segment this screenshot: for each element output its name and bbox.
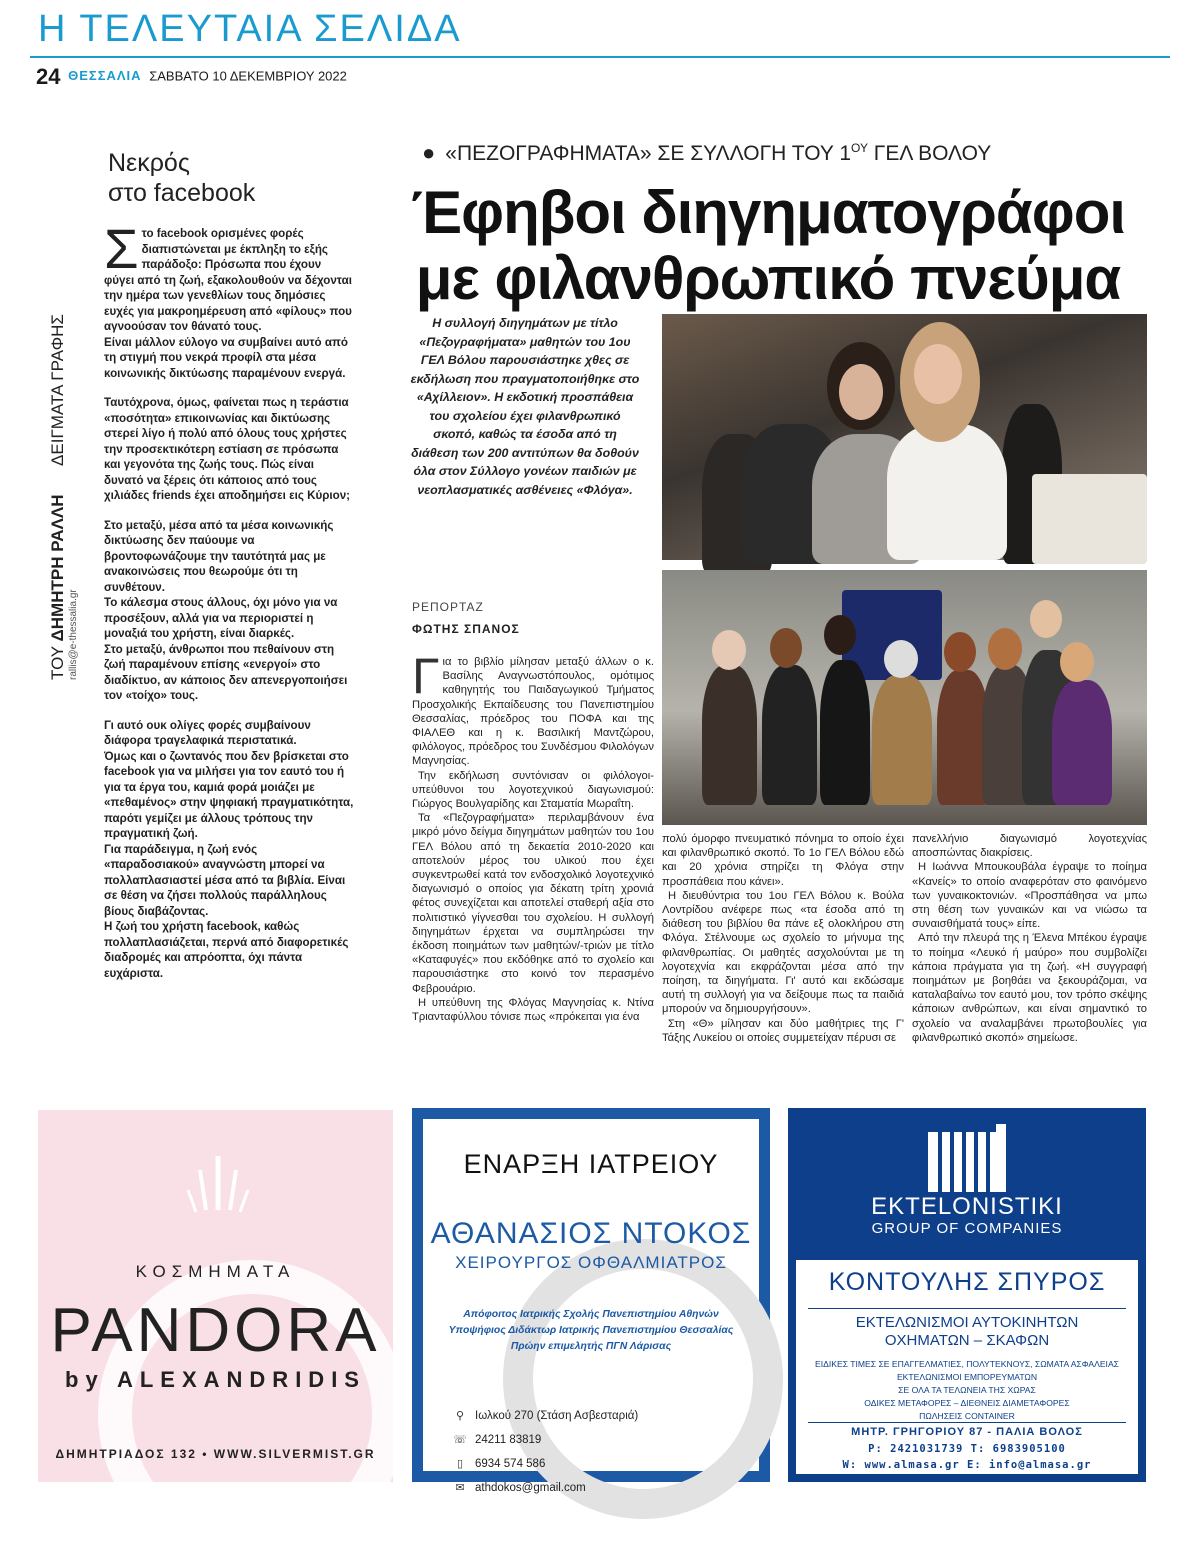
story-paragraph-text: ια το βιβλίο μίλησαν μεταξύ άλλων ο κ. Βασίλης Αναγνωστόπουλος, ομότιμος καθηγητής του Παιδαγωγικού Τμήματος Προσχολικής Εκπαίδευσης του Πανεπιστημίου Θεσσαλίας, πρόεδρος του ΠΟΦΑ και της ΦΙΑΛΕΘ και η κ. Βασιλική Μαντζώρου, φιλόλογος, πρόεδρος του Συνδέσμου Φιλολόγων Μαγνησίας. [412,656,654,768]
story-paragraph: πολύ όμορφο πνευματικό πόνημα το οποίο έχει και φιλανθρωπικό σκοπό. Το 1ο ΓΕΛ Βόλου εδώ και 20 χρόνια στηρίζει τη Φλόγα στην προσπάθεια που κάνει». [662,833,904,888]
doctor-mobile[interactable]: 6934 574 586 [475,1458,546,1470]
column-title-line2: στο facebook [108,179,256,207]
story-paragraph: Τα «Πεζογραφήματα» περιλαμβάνουν ένα μικρό μόνο δείγμα διηγημάτων μαθητών του 1ου ΓΕΛ Βόλου από τη δεκαετία 2010-2020 και αποτελούν μέρος του υλικού που έχει συγκεντρωθεί κατά τον ενδοσχολικό λογοτεχνικό διαγωνισμό ο οποίος για δέκατη τρίτη χρονιά φέτος συνεχίζεται και αποτελεί σταθερή αξία στο πολιτιστικό γίγνεσθαι του σχολείου. Η συλλογή διηγημάτων έρχεται να συμπληρώσει την έκδοση ποιημάτων των μαθητών/-τριών με τίτλο «Καταφυγές» που εκδόθηκε από το σχολείο και παρουσιάστηκε στο κοινό τον περασμένο Φεβρουάριο. [412,812,654,995]
divider [808,1308,1126,1309]
list-item: ΣΕ ΟΛΑ ΤΑ ΤΕΛΩΝΕΙΑ ΤΗΣ ΧΩΡΑΣ [898,1385,1036,1395]
story-kicker [422,140,991,166]
list-item: ΠΩΛΗΣΕΙΣ CONTAINER [919,1411,1015,1421]
story-drop-cap: Γ [412,648,440,704]
story-paragraph: Από την πλευρά της η Έλενα Μπέκου έγραψε το ποίημα «Λευκό ή μαύρο» που συμβολίζει κάποια πράγματα για τη ζωή. «Η συγγραφή ποιημάτων με βοηθάει να ξεκουράζομαι, να καταλαβαίνω τον εαυτό μου, τον τρόπο σκέψης κάποιων ανθρώπων, και είναι σημαντικό το σχολείο να αναλαμβάνει πρωτοβουλίες για φιλανθρωπικό σκοπό» σημείωσε. [912,932,1147,1044]
ad-brand: PANDORA [50,1296,381,1365]
kicker-end: ΓΕΛ ΒΟΛΟΥ [867,142,992,165]
section-title: Η ΤΕΛΕΥΤΑΙΑ ΣΕΛΙΔΑ [38,8,462,50]
reporter-name: ΦΩΤΗΣ ΣΠΑΝΟΣ [412,622,520,636]
list-item: ΟΔΙΚΕΣ ΜΕΤΑΦΟΡΕΣ – ΔΙΕΘΝΕΙΣ ΔΙΑΜΕΤΑΦΟΡΕΣ [864,1398,1070,1408]
customs-group: GROUP OF COMPANIES [871,1220,1063,1237]
column-title [108,148,255,208]
headline-line2: με φιλανθρωπικό πνεύμα [415,245,1121,312]
ad-footer: ΔΗΜΗΤΡΙΑΔΟΣ 132 • WWW.SILVERMIST.GR [55,1447,376,1461]
column-body [104,217,354,995]
customs-name: ΚΟΝΤΟΥΛΗΣ ΣΠΥΡΟΣ [828,1268,1106,1296]
credential-1: Απόφοιτος Ιατρικής Σχολής Πανεπιστημίου Αθηνών [463,1309,719,1320]
headline-line1: Έφηβοι διηγηματογράφοι [410,179,1126,246]
story-paragraph: πανελλήνιο διαγωνισμό λογοτεχνίας αποσπώντας διακρίσεις. [912,833,1147,860]
story-paragraph: Η διευθύντρια του 1ου ΓΕΛ Βόλου κ. Βούλα Λοντρίδου ανέφερε πως «τα έσοδα από τη διάθεση του βιβλίου θα πάνε εξ ολοκλήρου στη Φλόγα. Στέλνουμε ως σχολείο το μήνυμα της φιλανθρωπίας. Οι μαθητές ασχολούνται με τη λογοτεχνία και εκφράζονται μέσα από την ποίηση, τα διηγήματα. Γι' αυτό και εκδώσαμε αυτή τη συλλογή για να δείξουμε πως τα παιδιά μπορούν να δημιουργήσουν». [662,889,904,1016]
story-paragraph: Στη «Θ» μίλησαν και δύο μαθήτριες της Γ' Τάξης Λυκείου οι οποίες συμμετείχαν πέρυσι σε [662,1017,904,1044]
page-number: 24 [36,64,61,89]
kicker-text: «ΠΕΖΟΓΡΑΦΗΜΑΤΑ» ΣΕ ΣΥΛΛΟΓΗ ΤΟΥ 1 [445,142,852,165]
customs-panel [796,1260,1138,1474]
folio [36,64,347,90]
doctor-credentials [423,1307,759,1355]
column-title-line1: Νεκρός [108,149,190,177]
column-paragraph: Ταυτόχρονα, όμως, φαίνεται πως η τεράστια «ποσότητα» επικοινωνίας και δικτύωσης στερεί λίγο ή πολύ από όλους τους χρήστες την προσεκτικότερη εστίαση σε πρόσωπα και γεγονότα της ζωής τους. Πώς είναι δυνατό να ξέρεις ότι κάποιος από τους χιλιάδες friends έχει αποδημήσει εις Κύριον; [104,396,351,502]
ad-pandora[interactable] [38,1110,393,1482]
credential-2: Υποψήφιος Διδάκτωρ Ιατρικής Πανεπιστημίου Θεσσαλίας [448,1325,734,1336]
story-paragraph: Η υπεύθυνη της Φλόγας Μαγνησίας κ. Ντίνα Τριανταφύλλου τόνισε πως «πρόκειται για ένα [412,996,654,1024]
byline-author: ΔΗΜΗΤΡΗ ΡΑΛΛΗ [48,494,67,642]
byline-prefix: ΤΟΥ [48,646,67,680]
story-column-2 [662,832,904,1045]
paper-name: ΘΕΣΣΑΛΙΑ [68,68,142,84]
ad-by-line: by ALEXANDRIDIS [65,1367,366,1392]
byline-email: rallis@e-thessalia.gr [68,589,79,680]
column-paragraph [104,217,354,381]
customs-list [796,1358,1138,1423]
customs-address: ΜΗΤΡ. ΓΡΗΓΟΡΙΟΥ 87 - ΠΑΛΙΑ ΒΟΛΟΣ [851,1426,1083,1438]
story-paragraph: Η Ιωάννα Μπουκουβάλα έγραψε το ποίημα «Κανείς» το οποίο αναφερόταν στο φαινόμενο των γυναικοκτονιών. «Προσπάθησα να μπω στη θέση των γυναικών και να νιώσω τα συναισθήματά τους» είπε. [912,861,1147,931]
story-lede: Η συλλογή διηγημάτων με τίτλο «Πεζογραφήματα» μαθητών του 1ου ΓΕΛ Βόλου παρουσιάστηκε χθες σε εκδήλωση που πραγματοποιήθηκε στο «Αχίλλειον». Η εκδοτική προσπάθεια του σχολείου έχει φιλανθρωπικό σκοπό, καθώς τα έσοδα από τη διάθεση των 200 αντιτύπων θα δοθούν όλα στον Σύλλογο γονέων παιδιών με νεοπλασματικές ασθένειες «Φλόγα». [410,316,640,497]
customs-web[interactable]: W: www.almasa.gr E: info@almasa.gr [842,1459,1092,1471]
column-paragraph: Στο μεταξύ, μέσα από τα μέσα κοινωνικής δικτύωσης δεν παύουμε να βροντοφωνάζουμε την ταυτότητά μας με ανακοινώσεις που θεωρούμε ότι τη συνθέτουν. Το κάλεσμα στους άλλους, όχι μόνο για να προσέξουν, αλλά για να περιοριστεί η μοναξιά του χρήστη, είναι διαρκές. Στο μεταξύ, άνθρωποι που πεθαίνουν στη ζωή παραμένουν επίσης «ενεργοί» στο διαδίκτυο, αν κάποιος δεν απενεργοποιήσει τον «τοίχο» τους. [104,518,348,702]
byline-section: ΔΕΙΓΜΑΤΑ ΓΡΑΦΗΣ [48,314,67,466]
issue-date: ΣΑΒΒΑΤΟ 10 ΔΕΚΕΜΒΡΙΟΥ 2022 [149,68,347,84]
email-icon: ✉ [455,1482,465,1494]
location-pin-icon: ⚲ [455,1410,465,1422]
doctor-contacts [453,1404,638,1500]
column-drop-cap: Σ [104,217,139,280]
customs-phones[interactable]: Ρ: 2421031739 Τ: 6983905100 [868,1443,1066,1455]
building-logo-icon [926,1124,1008,1194]
story-column-3 [912,832,1147,1045]
phone-icon: ☏ [453,1434,467,1446]
kicker-superscript: ΟΥ [851,141,868,155]
credential-3: Πρώην επιμελητής ΠΓΝ Λάρισας [510,1341,672,1352]
bullet-icon: ● [422,140,436,165]
story-column-1 [412,648,654,1024]
column-paragraph-text: το facebook ορισμένες φορές διαπιστώνεται με έκπληξη το εξής παράδοξο: Πρόσωπα που έχουν φύγει από τη ζωή, εξακολουθούν να δέχονται την ημέρα των γενεθλίων τους δημόσιες ευχές για μακροημέρευση από «φίλους» που αγνοούσαν τον θάνατό τους. Είναι μάλλον εύλογο να συμβαίνει αυτό από τη στιγμή που νεκρά προφίλ στα μέσα κοινωνικής δικτύωσης παραμένουν ενεργά. [104,227,352,380]
photo-two-students [662,314,1147,560]
story-paragraph [412,648,654,769]
service-line-1: ΕΚΤΕΛΩΝΙΣΜΟΙ ΑΥΤΟΚΙΝΗΤΩΝ [855,1314,1079,1331]
column-paragraph: Γι αυτό ουκ ολίγες φορές συμβαίνουν διάφορα τραγελαφικά περιστατικά. Όμως και ο ζωντανός που δεν βρίσκεται στο facebook για να μιλήσει για τον εαυτό του ή για τα έργα του, καμιά φορά μοιάζει με «πεθαμένος» στην ψηφιακή πραγματικότητα, παρότι γεμίζει με άλλους τρόπους την πραγματική ζωή. Για παράδειγμα, η ζωή ενός «παραδοσιακού» αναγνώστη μπορεί να πολλαπλασιαστεί μέσα από τα βιβλία. Είναι σε θέση να ζήσει πολλούς παράλληλους βίους διαβάζοντας. Η ζωή του χρήστη facebook, καθώς πολλαπλασιάζεται, περνά από διαφορετικές διαδρομές και απρόοπτα, όχι πάντα ευχάριστα. [104,718,354,980]
mobile-icon: ▯ [456,1458,464,1470]
customs-services [796,1314,1138,1350]
story-headline [388,180,1148,312]
doctor-address: Ιωλκού 270 (Στάση Ασβεσταριά) [475,1410,639,1422]
column-byline [48,220,88,680]
ad-category: ΚΟΣΜΗΜΑΤΑ [135,1262,296,1281]
header-rule [30,56,1170,58]
ad-customs[interactable] [788,1108,1146,1482]
list-item: ΕΙΔΙΚΕΣ ΤΙΜΕΣ ΣΕ ΕΠΑΓΓΕΛΜΑΤΙΕΣ, ΠΟΛΥΤΕΚΝΟΥΣ, ΣΩΜΑΤΑ ΑΣΦΑΛΕΙΑΣ [814,1359,1119,1369]
divider [808,1422,1126,1423]
customs-brand: EKTELONISTIKI [871,1193,1063,1220]
report-label: ΡΕΠΟΡΤΑΖ [412,600,484,614]
list-item: ΕΚΤΕΛΩΝΙΣΜΟΙ ΕΜΠΟΡΕΥΜΑΤΩΝ [896,1372,1038,1382]
ad-opening: ΕΝΑΡΞΗ ΙΑΤΡΕΙΟΥ [463,1149,719,1179]
story-paragraph: Την εκδήλωση συντόνισαν οι φιλόλογοι-υπεύθυνοι του λογοτεχνικού διαγωνισμού: Γιώργος Βουλγαρίδης και Σταματία Μωραΐτη. [412,769,654,811]
doctor-name: ΑΘΑΝΑΣΙΟΣ ΝΤΟΚΟΣ [430,1217,752,1250]
doctor-specialty: ΧΕΙΡΟΥΡΓΟΣ ΟΦΘΑΛΜΙΑΤΡΟΣ [455,1253,727,1272]
crown-icon [188,1150,248,1220]
ad-doctor[interactable] [412,1108,770,1494]
doctor-email[interactable]: athdokos@gmail.com [475,1482,586,1494]
photo-group-event [662,570,1147,825]
doctor-phone[interactable]: 24211 83819 [475,1434,542,1446]
service-line-2: ΟΧΗΜΑΤΩΝ – ΣΚΑΦΩΝ [884,1332,1050,1349]
